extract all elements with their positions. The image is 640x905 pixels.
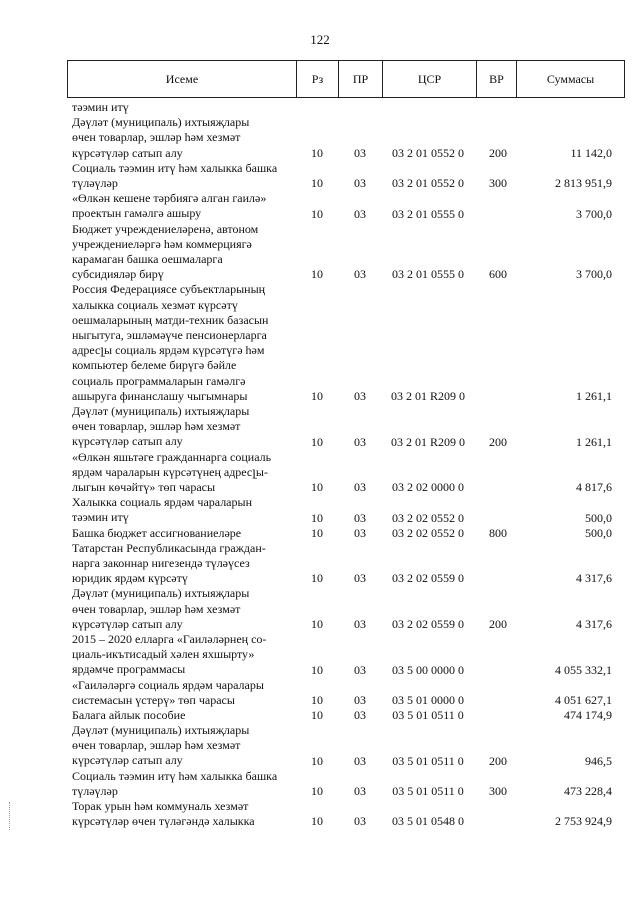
row-csr: 03 5 01 0000 0 [392, 692, 464, 707]
row-name-line: Торак урын һәм коммуналь хезмәт [72, 799, 249, 814]
table-row [0, 632, 640, 678]
row-name-line: «Өлкән кешене тәрбиягә алган гаилә» [72, 191, 267, 206]
table-row [0, 541, 640, 587]
row-sum: 11 142,0 [570, 145, 612, 160]
row-sum: 500,0 [585, 510, 612, 525]
row-csr: 03 2 02 0552 0 [392, 525, 464, 540]
row-name-line: күрсәтүләр сатып алу [72, 616, 183, 631]
row-rz: 10 [311, 480, 323, 495]
row-pr: 03 [354, 510, 366, 525]
row-name-line: ярдәм чараларын күрсәтүнең адресլы- [72, 464, 268, 479]
row-csr: 03 2 02 0552 0 [392, 510, 464, 525]
row-vr: 300 [489, 784, 507, 799]
row-rz: 10 [311, 616, 323, 631]
row-csr: 03 2 01 R209 0 [390, 388, 465, 403]
row-name-line: Балага айлык пособие [72, 707, 186, 722]
table-header [67, 60, 625, 98]
row-csr: 03 2 01 0555 0 [392, 206, 464, 221]
row-name-line: 2015 – 2020 елларга «Гаиләләрнең со- [72, 631, 267, 646]
row-name-line: ашыруга финанслашу чыгымнары [72, 388, 248, 403]
row-csr: 03 2 01 0552 0 [392, 145, 464, 160]
row-rz: 10 [311, 510, 323, 525]
row-name-line: лыгын көчәйтү» төп чарасы [72, 479, 216, 494]
table-row [0, 495, 640, 525]
row-name-line: юридик ярдәм күрсәтү [72, 571, 188, 586]
table-row [0, 115, 640, 161]
row-sum: 4 317,6 [576, 571, 612, 586]
row-pr: 03 [354, 525, 366, 540]
row-name [72, 495, 290, 525]
row-pr: 03 [354, 753, 366, 768]
row-pr: 03 [354, 814, 366, 829]
table-row [0, 161, 640, 191]
row-name [72, 769, 290, 799]
row-csr: 03 2 01 0552 0 [392, 176, 464, 191]
row-name [72, 282, 290, 404]
row-rz: 10 [311, 434, 323, 449]
row-name-line: Башка бюджет ассигнованиеләре [72, 525, 242, 540]
row-csr: 03 5 00 0000 0 [392, 662, 464, 677]
row-pr: 03 [354, 206, 366, 221]
header-rz: Рз [296, 61, 338, 97]
row-sum: 946,5 [585, 753, 612, 768]
row-sum: 4 817,6 [576, 480, 612, 495]
row-sum: 500,0 [585, 525, 612, 540]
row-name-line: өчен товарлар, эшләр һәм хезмәт [72, 601, 241, 616]
row-sum: 4 051 627,1 [555, 692, 612, 707]
row-csr: 03 5 01 0511 0 [392, 708, 464, 723]
row-rz: 10 [311, 145, 323, 160]
row-vr: 200 [489, 434, 507, 449]
row-csr: 03 2 02 0559 0 [392, 616, 464, 631]
row-name-line: күрсәтүләр сатып алу [72, 753, 183, 768]
row-name-line: тәэмин итү [72, 100, 129, 114]
row-sum: 3 700,0 [576, 206, 612, 221]
row-csr: 03 5 01 0511 0 [392, 784, 464, 799]
row-rz: 10 [311, 176, 323, 191]
row-sum: 3 700,0 [576, 267, 612, 282]
row-name-line: түләүләр [72, 783, 118, 798]
table-row [0, 769, 640, 799]
row-name-line: өчен товарлар, эшләр һәм хезмәт [72, 419, 241, 434]
row-name-line: учреждениеләргә һәм коммерциягә [72, 236, 252, 251]
row-pr: 03 [354, 176, 366, 191]
row-name-line: ныгытуга, эшләмәүче пенсионерларга [72, 327, 267, 342]
row-rz: 10 [311, 784, 323, 799]
row-name-line: түләүләр [72, 175, 118, 190]
row-pr: 03 [354, 692, 366, 707]
row-name-line: Татарстан Республикасында граждан- [72, 540, 266, 555]
row-name [72, 678, 290, 708]
table-row [0, 723, 640, 769]
row-sum: 2 753 924,9 [555, 814, 612, 829]
row-name-line: нарга законнар нигезендә түләүсез [72, 555, 250, 570]
row-rz: 10 [311, 692, 323, 707]
row-name-line: Россия Федерациясе субъектларының [72, 282, 266, 297]
row-name [72, 799, 290, 829]
row-vr: 800 [489, 525, 507, 540]
row-name-line: субсидияләр бирү [72, 267, 164, 282]
row-name [72, 404, 290, 450]
header-pr: ПР [338, 61, 382, 97]
row-rz: 10 [311, 753, 323, 768]
table-body [0, 100, 640, 829]
row-csr: 03 2 02 0000 0 [392, 480, 464, 495]
row-name-line: карамаган башка оешмаларга [72, 251, 223, 266]
row-name-line: Бюджет учреждениеләренә, автоном [72, 221, 259, 236]
row-vr: 600 [489, 267, 507, 282]
row-name-line: системасын үстерү» төп чарасы [72, 692, 235, 707]
header-csr: ЦСР [382, 61, 476, 97]
table-row [0, 404, 640, 450]
row-pr: 03 [354, 662, 366, 677]
table-row [0, 100, 640, 115]
row-rz: 10 [311, 814, 323, 829]
header-sum: Суммасы [516, 61, 624, 97]
row-vr: 200 [489, 145, 507, 160]
row-name-line: Дәүләт (муниципаль) ихтыяҗлары [72, 403, 250, 418]
row-name [72, 586, 290, 632]
row-rz: 10 [311, 206, 323, 221]
row-name-line: ярдәмче программасы [72, 662, 186, 677]
row-name-line: компьютер белеме бирүгә бәйле [72, 358, 237, 373]
row-name [72, 723, 290, 769]
row-name-line: өчен товарлар, эшләр һәм хезмәт [72, 130, 241, 145]
row-pr: 03 [354, 388, 366, 403]
page-number: 122 [310, 32, 330, 47]
row-rz: 10 [311, 662, 323, 677]
row-rz: 10 [311, 525, 323, 540]
table-row [0, 526, 640, 541]
row-name [72, 115, 290, 161]
row-sum: 474 174,9 [564, 708, 612, 723]
table-row [0, 222, 640, 283]
row-name [72, 222, 290, 283]
row-name [72, 526, 290, 541]
row-name [72, 191, 290, 221]
table-row [0, 799, 640, 829]
row-vr: 200 [489, 616, 507, 631]
row-name-line: өчен товарлар, эшләр һәм хезмәт [72, 738, 241, 753]
table-row [0, 708, 640, 723]
row-sum: 1 261,1 [576, 388, 612, 403]
row-pr: 03 [354, 571, 366, 586]
row-sum: 4 317,6 [576, 616, 612, 631]
row-name-line: Дәүләт (муниципаль) ихтыяҗлары [72, 586, 250, 601]
row-name-line: Социаль тәэмин итү һәм халыкка башка [72, 768, 278, 783]
row-name-line: күрсәтүләр сатып алу [72, 434, 183, 449]
row-name-line: социаль программаларын гамәлгә [72, 373, 246, 388]
row-name-line: күрсәтүләр сатып алу [72, 145, 183, 160]
row-name-line: Халыкка социаль ярдәм чараларын [72, 495, 252, 510]
row-name [72, 708, 290, 723]
row-name-line: Дәүләт (муниципаль) ихтыяҗлары [72, 723, 250, 738]
row-name [72, 450, 290, 496]
row-pr: 03 [354, 145, 366, 160]
row-name-line: Социаль тәэмин итү һәм халыкка башка [72, 160, 278, 175]
row-pr: 03 [354, 616, 366, 631]
row-pr: 03 [354, 784, 366, 799]
row-csr: 03 2 01 0555 0 [392, 267, 464, 282]
header-vr: ВР [476, 61, 516, 97]
row-name-line: оешмаларының матди-техник базасын [72, 312, 269, 327]
row-name [72, 541, 290, 587]
row-name-line: «Гаиләләргә социаль ярдәм чаралары [72, 677, 264, 692]
table-row [0, 450, 640, 496]
row-pr: 03 [354, 480, 366, 495]
row-vr: 200 [489, 753, 507, 768]
row-csr: 03 5 01 0548 0 [392, 814, 464, 829]
row-sum: 4 055 332,1 [555, 662, 612, 677]
margin-mark [9, 802, 12, 830]
row-pr: 03 [354, 434, 366, 449]
row-sum: 473 228,4 [564, 784, 612, 799]
row-name-line: тәэмин итү [72, 510, 129, 525]
table-row [0, 678, 640, 708]
row-csr: 03 5 01 0511 0 [392, 753, 464, 768]
row-name-line: адресլы социаль ярдәм күрсәтүгә һәм [72, 343, 265, 358]
row-name [72, 100, 290, 115]
row-rz: 10 [311, 708, 323, 723]
row-pr: 03 [354, 708, 366, 723]
row-csr: 03 2 02 0559 0 [392, 571, 464, 586]
table-row [0, 191, 640, 221]
row-rz: 10 [311, 571, 323, 586]
row-name [72, 632, 290, 678]
row-rz: 10 [311, 267, 323, 282]
row-name-line: циаль-икътисадый хәлен яхшырту» [72, 647, 255, 662]
row-rz: 10 [311, 388, 323, 403]
row-sum: 2 813 951,9 [555, 176, 612, 191]
row-name-line: «Өлкән яшьтәге гражданнарга социаль [72, 449, 272, 464]
row-name [72, 161, 290, 191]
row-sum: 1 261,1 [576, 434, 612, 449]
row-vr: 300 [489, 176, 507, 191]
row-name-line: халыкка социаль хезмәт күрсәтү [72, 297, 238, 312]
header-name: Исеме [165, 72, 199, 86]
row-name-line: Дәүләт (муниципаль) ихтыяҗлары [72, 115, 250, 130]
row-pr: 03 [354, 267, 366, 282]
row-name-line: күрсәтүләр өчен түләгәндә халыкка [72, 814, 255, 829]
row-csr: 03 2 01 R209 0 [390, 434, 465, 449]
table-row [0, 282, 640, 404]
row-name-line: проектын гамәлгә ашыру [72, 206, 202, 221]
table-row [0, 586, 640, 632]
